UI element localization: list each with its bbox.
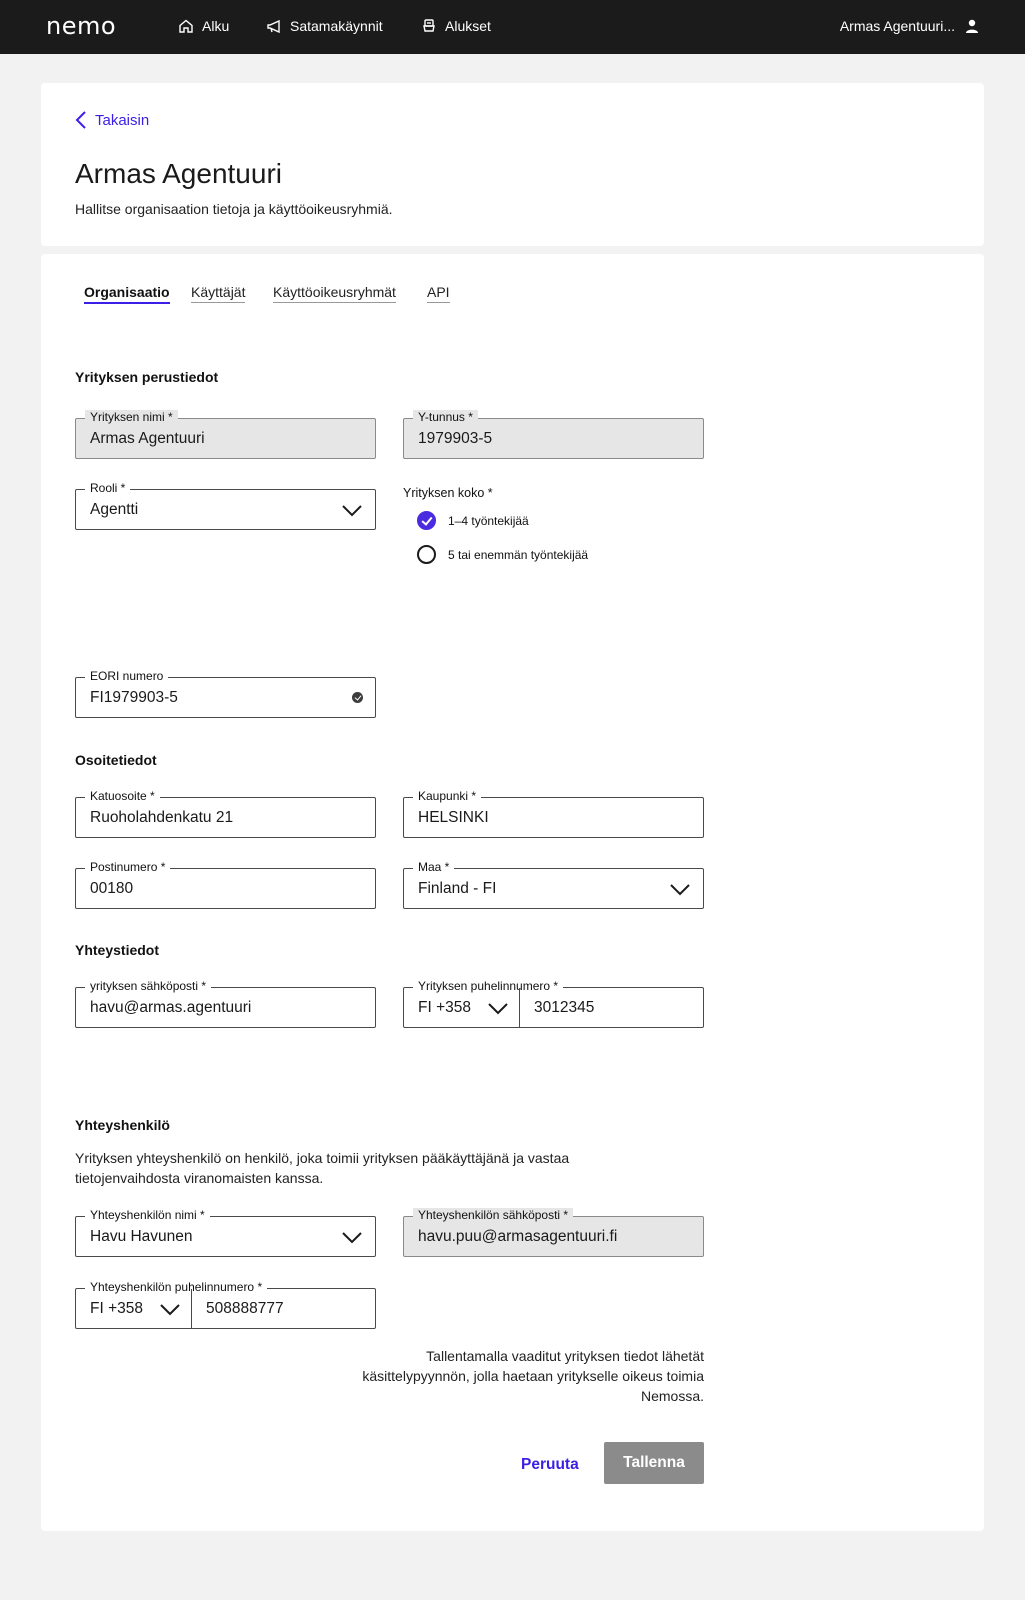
contact-person-phone-field[interactable] — [75, 1280, 376, 1329]
phone-prefix-value: FI +358 — [418, 999, 471, 1016]
phone-number-value[interactable]: 3012345 — [534, 999, 595, 1016]
company-size-label: Yrityksen koko * — [403, 486, 493, 500]
phone-number-value[interactable]: 508888777 — [206, 1300, 284, 1317]
field-value: FI1979903-5 — [90, 689, 178, 706]
chevron-down-icon — [487, 1000, 509, 1016]
chevron-down-icon — [341, 502, 363, 518]
business-id-field[interactable] — [403, 410, 704, 459]
field-value: Armas Agentuuri — [90, 430, 205, 447]
postal-code-field[interactable] — [75, 860, 376, 909]
tab-kayttooikeusryhmat[interactable]: Käyttöoikeusryhmät — [273, 284, 396, 303]
page-title: Armas Agentuuri — [75, 158, 282, 189]
field-value: 00180 — [90, 880, 134, 897]
field-label: Yrityksen puhelinnumero * — [413, 979, 563, 993]
phone-prefix-value: FI +358 — [90, 1300, 143, 1317]
phone-prefix-select[interactable] — [404, 988, 520, 1027]
section-title-basic: Yrityksen perustiedot — [75, 369, 219, 385]
home-icon — [178, 18, 194, 34]
contact-person-name-select[interactable] — [75, 1208, 376, 1257]
field-value: Agentti — [90, 501, 139, 518]
phone-prefix-select[interactable] — [76, 1289, 192, 1328]
nav-item-label: Satamakäynnit — [290, 18, 383, 34]
field-label: Yhteyshenkilön sähköposti * — [413, 1208, 573, 1222]
field-label: Yhteyshenkilön puhelinnumero * — [85, 1280, 267, 1294]
nav-item-alukset[interactable] — [421, 18, 491, 34]
field-value: HELSINKI — [418, 809, 489, 826]
field-value: Finland - FI — [418, 880, 497, 897]
company-size-option-large[interactable] — [417, 545, 588, 564]
page-subtitle: Hallitse organisaation tietoja ja käyttöoikeusryhmiä. — [75, 201, 393, 217]
nav-item-label: Alku — [202, 18, 230, 34]
company-size-option-small[interactable] — [417, 511, 529, 530]
radio-checked-icon — [417, 511, 436, 530]
ship-icon — [421, 18, 437, 34]
field-label: Y-tunnus * — [413, 410, 478, 424]
company-phone-field[interactable] — [403, 979, 704, 1028]
company-name-field[interactable] — [75, 410, 376, 459]
radio-label: 1–4 työntekijää — [448, 513, 529, 528]
section-title-contact: Yhteystiedot — [75, 942, 160, 958]
chevron-down-icon — [669, 881, 691, 897]
user-icon — [965, 19, 979, 33]
street-field[interactable] — [75, 789, 376, 838]
radio-unchecked-icon — [417, 545, 436, 564]
cancel-button[interactable]: Peruuta — [521, 1445, 593, 1485]
field-label: Yrityksen nimi * — [85, 410, 178, 424]
nav-item-alku[interactable] — [178, 18, 229, 34]
field-label: Yhteyshenkilön nimi * — [85, 1208, 210, 1222]
field-label: Kaupunki * — [413, 789, 481, 803]
user-menu[interactable] — [840, 18, 979, 34]
tab-kayttajat[interactable]: Käyttäjät — [191, 284, 245, 303]
city-field[interactable] — [403, 789, 704, 838]
section-title-address: Osoitetiedot — [75, 752, 157, 768]
field-label: yrityksen sähköposti * — [85, 979, 211, 993]
contact-person-email-field[interactable] — [403, 1208, 704, 1257]
chevron-left-icon — [75, 110, 87, 130]
field-label: Postinumero * — [85, 860, 170, 874]
radio-label: 5 tai enemmän työntekijää — [448, 547, 589, 562]
tab-organisaatio[interactable]: Organisaatio — [84, 284, 170, 304]
back-link-label: Takaisin — [95, 111, 150, 129]
nav-item-satamakaynnit[interactable] — [266, 18, 383, 34]
save-note: Tallentamalla vaaditut yrityksen tiedot lähetät käsittelypyynnön, jolla haetaan yritykselle oikeus toimia Nemossa. — [362, 1348, 704, 1404]
role-select[interactable] — [75, 481, 376, 530]
field-value: havu@armas.agentuuri — [90, 999, 252, 1016]
verified-check-icon — [352, 692, 363, 703]
tab-api[interactable]: API — [427, 284, 450, 303]
field-value: Havu Havunen — [90, 1228, 193, 1245]
company-email-field[interactable] — [75, 979, 376, 1028]
field-value: 1979903-5 — [418, 430, 493, 447]
megaphone-icon — [266, 18, 282, 34]
field-label: Maa * — [413, 860, 454, 874]
chevron-down-icon — [159, 1301, 181, 1317]
save-button[interactable]: Tallenna — [604, 1442, 704, 1484]
field-value: havu.puu@armasagentuuri.fi — [418, 1228, 618, 1245]
field-label: Katuosoite * — [85, 789, 160, 803]
section-title-contact-person: Yhteyshenkilö — [75, 1117, 170, 1133]
field-label: Rooli * — [85, 481, 130, 495]
chevron-down-icon — [341, 1229, 363, 1245]
nemo-logo[interactable]: nemo — [46, 12, 117, 40]
eori-field[interactable] — [75, 669, 376, 718]
field-label: EORI numero — [85, 669, 168, 683]
user-menu-label: Armas Agentuuri... — [839, 18, 955, 34]
country-select[interactable] — [403, 860, 704, 909]
field-value: Ruoholahdenkatu 21 — [90, 809, 234, 826]
top-navbar — [0, 0, 1025, 54]
contact-person-description: Yrityksen yhteyshenkilö on henkilö, joka toimii yrityksen pääkäyttäjänä ja vastaa tietojenvaihdosta viranomaisten kanssa. — [75, 1150, 570, 1186]
back-link[interactable] — [75, 110, 149, 130]
nav-item-label: Alukset — [445, 18, 491, 34]
